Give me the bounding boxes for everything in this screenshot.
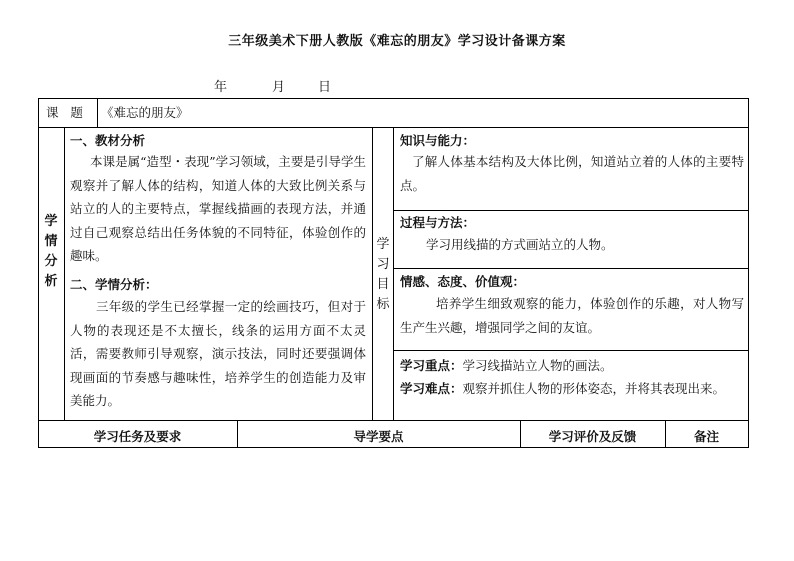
process-title: 过程与方法： [400,215,476,230]
date-year: 年 [214,80,228,95]
topic-label: 课 题 [46,105,83,120]
knowledge-text: 了解人体基本结构及大体比例，知道站立着的人体的主要特点。 [400,154,744,193]
middle-label-char: 习 [376,257,390,272]
left-label-char: 学 [44,214,58,229]
section2-title: 二、学情分析： [70,277,158,292]
difficulty-row [400,377,725,400]
section2-text: 三年级的学生已经掌握一定的绘画技巧，但对于人物的表现还是不太擅长，线条的运用方面不太灵活，需要教师引导观察，演示技法，同时还要强调体现画面的节奏感与趣味性，培养学生的创造能力及审美能力。 [70,299,366,408]
topic-value: 《难忘的朋友》 [101,105,189,120]
difficulty-label: 学习难点： [400,381,463,396]
focus-text: 学习线描站立人物的画法。 [462,358,613,373]
left-label-char: 分 [44,254,58,269]
process-text: 学习用线描的方式画站立的人物。 [426,237,614,252]
date-month: 月 [272,80,286,95]
section1-text: 本课是属“造型・表现”学习领域，主要是引导学生观察并了解人体的结构，知道人体的大致比例关系与站立的人的主要特点，掌握线描画的表现方法，并通过自己观察总结出任务体貌的不同特征，体验创作的趣味。 [70,154,366,263]
left-label-char: 析 [44,274,58,289]
middle-label-char: 标 [376,297,390,312]
left-label-char: 情 [44,234,58,249]
focus-label: 学习重点： [400,358,463,373]
document-title: 三年级美术下册人教版《难忘的朋友》学习设计备课方案 [228,34,566,49]
focus-row [400,354,613,377]
header-notes: 备注 [693,429,719,444]
middle-label-char: 学 [376,237,390,252]
date-day: 日 [318,80,332,95]
knowledge-title: 知识与能力： [400,133,476,148]
section1-title: 一、教材分析 [70,133,146,148]
emotion-text: 培养学生细致观察的能力，体验创作的乐趣，对人物写生产生兴趣，增强同学之间的友谊。 [400,296,744,335]
difficulty-text: 观察并抓住人物的形体姿态，并将其表现出来。 [462,381,726,396]
middle-label-char: 目 [376,277,390,292]
header-evaluation: 学习评价及反馈 [548,429,637,444]
header-guidance: 导学要点 [353,429,404,444]
emotion-title: 情感、态度、价值观： [400,274,526,289]
header-tasks: 学习任务及要求 [93,429,182,444]
